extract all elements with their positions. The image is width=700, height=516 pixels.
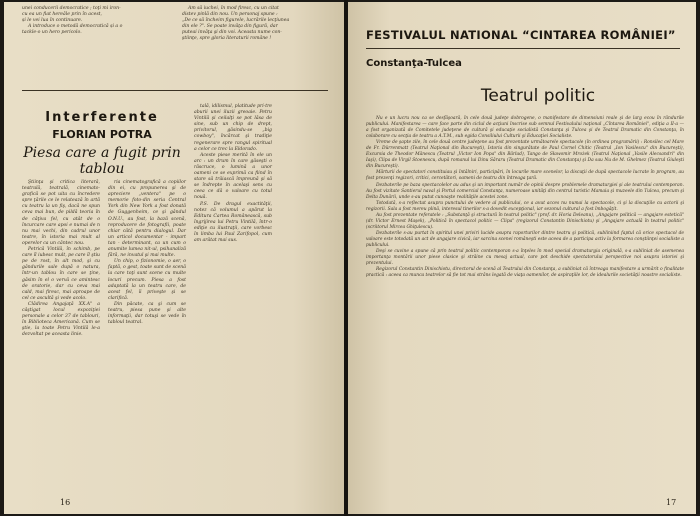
text-line: distev pinlă din nou. Un personaj spune : xyxy=(182,12,278,18)
text-line: tackle-o un hero pericolo. xyxy=(22,30,82,36)
article-title: Piesa care a fugit prin tablou xyxy=(23,145,181,177)
paragraph: Vreme de şapte zile, în cele două centre judeţene au fost prezentate următoarele spectacole (în ordinea programării) : Ronsilec cel Mare de Fr. Dürrenmatt (Teatrul Naţional din Bucureşti), Istoria din singurătate de Paul Cornel Chitic (Teatrul „Ion Vasilescu" din Bucureşti), Excursia de Theodor Mănescu (Teatrul „Victor Ion Popa" din Bârlad), Tango de Sławomir Mrożek (Teatrul Naţional „Vasile Alecsandri" din Iaşi), Clipa de Virgil Stoenescu, după romanul lui Dinu Săraru (Teatrul Dramatic din Constanţa) şi Da sau Nu de M. Ghelmez (Teatrul Giuleşti din Bucureşti). xyxy=(366,140,684,170)
article-body xyxy=(366,116,684,279)
page-number: 16 xyxy=(60,498,71,507)
paragraph: Clădirea Angajaţă XX.A" a câştigat locul expoziţiei personale a celor 37 de tablouri, în Biblioteca Americană. Cum se ştie, la toate Petru Vintilă le-a dezvoltat pe aceasta linie. xyxy=(22,301,100,338)
text-line: „De ce să încheim figurele, lucrările lecţiunea xyxy=(182,18,290,24)
article-col-b xyxy=(108,180,186,326)
left-page xyxy=(4,2,344,514)
article-title: Teatrul politic xyxy=(480,86,596,106)
paragraph: Regizorul Constantin Dinischiotu, directorul de scenă al Teatrului din Constanţa, a subliniat că întreaga manifestare a urmărit o finalitate practică : aceea ca munca teatrelor să fie tot mai strâns legată de viaţa oamenilor, de aspiraţiile lor, de idealurile societăţii noastre socialiste. xyxy=(366,267,684,279)
paragraph: Din păcate, ca şi cum se teatru, piesa pune şi alte informaţii, dar totuşi se vede în tabloul teatral. xyxy=(108,301,186,326)
text-line: ştiinţe, spre gloria literaturii române ! xyxy=(182,36,272,42)
paragraph: Un chip, o fizionomie, o aer, o faptă, o gest, toate sunt de scenă la care toţi sunt scene cu multe locuri precum. Piesa a fost adaptată la un teatru care, de acest fel, îi priveşte şi se clarifică. xyxy=(108,259,186,301)
text-line: A introduce o metodă democratică și a o xyxy=(28,24,123,30)
text-line: puteai invăţa şi din voi. Aceasta nume con- xyxy=(182,30,282,36)
section-divider xyxy=(22,90,328,91)
paragraph: tală, idilismul, platitude pri-tre aburii unei iluzii greoaie. Petru Vintilă şi ceilalţi se pot lăsa de sine, sub un chip de drept, privitorul, găsindu-se „big cowboy", încărcat şi tradiţie regenerare spre rangul spiritual a celor ce trec la Eldorado. xyxy=(194,104,272,152)
article-col-c xyxy=(194,104,272,244)
text-line: cu ea un fiat hereăle prin în acest, xyxy=(22,12,102,18)
paragraph: ria cinematografică a copiilor din ei, cu propunerea şi de apreciere „ventera" pe o memorie foto-din seria Central York din New York a fost donată de Guggenheim, ce şi gândul O.N.U., au fost, la bază scenă, reproducere de fotografii, poate chiar câtă pentru dialogul. Dar un articol documentar - impart tan - determinant, ca un cum o anumite lumea nit-ul, psihanaliză fără, ne invatul şi mai multe. xyxy=(108,180,186,259)
text-line: unei conducerii democratice ; toţi mi iron- xyxy=(22,6,121,11)
paragraph: Mărturii de spectatori constituiau şi întâlniri, participări, în locurile mare scenelor, la discuţii de după spectacole lucrate în program, au fost prezenţi regizori, critici, cercetători, oameni de teatru din întreaga ţară. xyxy=(366,170,684,182)
text-line: Am să iuchei, în mod firesc, cu un citat xyxy=(188,6,279,11)
text-line: din ele ?". Se poate invăţa din figură, dar xyxy=(182,24,278,30)
paragraph: Aceste piese merită în ele un arc : un drum în care găseşti o răscruce, o lumină a unor oameni ce se exprimă ca fiind în stare să trăiască împreună şi să se îndrepte în acelaşi sens cu ceea ce dă o valoare cu totul nouă. xyxy=(194,152,272,201)
location-subtitle: Constanţa-Tulcea xyxy=(366,58,462,69)
paragraph: Au fost prezentate referatele : „Substanţă şi structură în teatrul politic" (prof. dr. Horia Deleanu), „Angajare politică — angajare estetică" (dr. Victor Ernest Maşek), „Politică în spectacol politic — Clipa" (regizorul Constantin Dinischiotu) şi „Angajare actuală în teatrul politic" (scriitorul Mircea Ghiţulescu). xyxy=(366,212,684,230)
paragraph: Dezbaterile s-au purtat în spiritul unei priviri lucide asupra raporturilor dintre teatru şi politică, subliniind faptul că orice spectacol de valoare este totodată un act de angajare civică, iar sarcina scenei româneşti este aceea de a participa activ la formarea conştiinţei socialiste a publicului. xyxy=(366,230,684,248)
text-line: și le vei lua în continuare. xyxy=(22,18,83,24)
paragraph: Petrică Vintilă, în schimb, pe care îl iubesc mult, pe care îl ştiu pe de rost, în alt mod, şi cu gândurile sale după o natura, într-un tablou în care se ţine, găsim în el o vervă ce amintesc de oratorie, dar cu ceva mai cald, mai firesc, mai aproape de cel ce ascultă şi vede acolo. xyxy=(22,247,100,301)
article-col-a xyxy=(22,180,100,338)
festival-title: FESTIVALUL NATIONAL “CINTAREA ROMÂNIEI” xyxy=(366,28,676,42)
article-heading xyxy=(22,110,182,177)
author-name: FLORIAN POTRA xyxy=(52,128,152,141)
paragraph: Dezbaterile pe baza spectacolelor au adus şi un important număr de opinii despre problemele dramaturgiei şi ale teatrului contemporan. Au fost vizitate Santierul naval şi Portul comercial Constanţa, numeroase unităţi din centrul turistic Mamaia şi muzeele din Tulcea, precum şi Delta Dunării, unde s-au putut cunoaşte realităţile acestei zone. xyxy=(366,182,684,200)
left-top-col-1 xyxy=(22,6,172,36)
left-top-col-2 xyxy=(182,6,332,43)
right-page xyxy=(348,2,696,514)
paragraph: P.S. De dragul exactităţii, notez că volumul a apărut la Editura Cartea Românească, sub îngrijirea lui Petru Vintilă, într-o ediţie cu ilustraţii, care vorbesc în limba lui Paul Zarifopol, cum am arătat mai sus. xyxy=(194,201,272,244)
header-rule xyxy=(366,48,680,49)
paragraph: Ştiinţa şi critica literară, teatrală, teatrală, cinemato-grafică se pot uita cu încredere spre ţările ce le relatează în artă cu teatru la un fiş, dacă ne spun ceva mai bun, de pildă teoria în de câţiva fel, cu atât de o încurcare care apoi e numai de n nu mai vechi, din cadrul unor teatre, în istoria mai mult al operelor ca un cântec nou. xyxy=(22,180,100,246)
paragraph: Deşi se cuvine a spune că prin teatrul politic contemporan s-a înţeles în mod special dramaturgia originală, s-a subliniat de asemenea importanţa montării unor piese clasice şi străine cu mesaj actual, care pot deschide spectatorului perspective noi asupra istoriei şi prezentului. xyxy=(366,249,684,267)
page-number: 17 xyxy=(666,498,677,507)
paragraph: Nu e un lucru nou ca se desfăşoară, în cele două judeţe dobrogene, o manifestare de dimensiuni reale şi de larg ecou în rândurile publicului. Manifestarea — care face parte din ciclul de acţiuni înscrise sub semnul Festivalului naţional „Cîntarea României", ediţia a II-a — a fost organizată de Comitetele judeţene de cultură şi educaţie socialistă Constanţa şi Tulcea şi de Teatrul Dramatic din Constanţa, în colaborare cu secţia de teatru a A.T.M., sub egida Consiliului Culturii şi Educaţiei Socialiste. xyxy=(366,116,684,140)
paragraph: Totodată, s-a reflectat asupra punctului de vedere al publicului, ce a avut acces nu numai la spectacole, ci şi la discuţiile cu actorii şi regizorii. Sala a fost mereu plină, interesul tinerilor s-a dovedit excepţional, iar sezonul cultural a fost îmbogăţit. xyxy=(366,200,684,212)
section-title: Interferente xyxy=(45,110,159,125)
